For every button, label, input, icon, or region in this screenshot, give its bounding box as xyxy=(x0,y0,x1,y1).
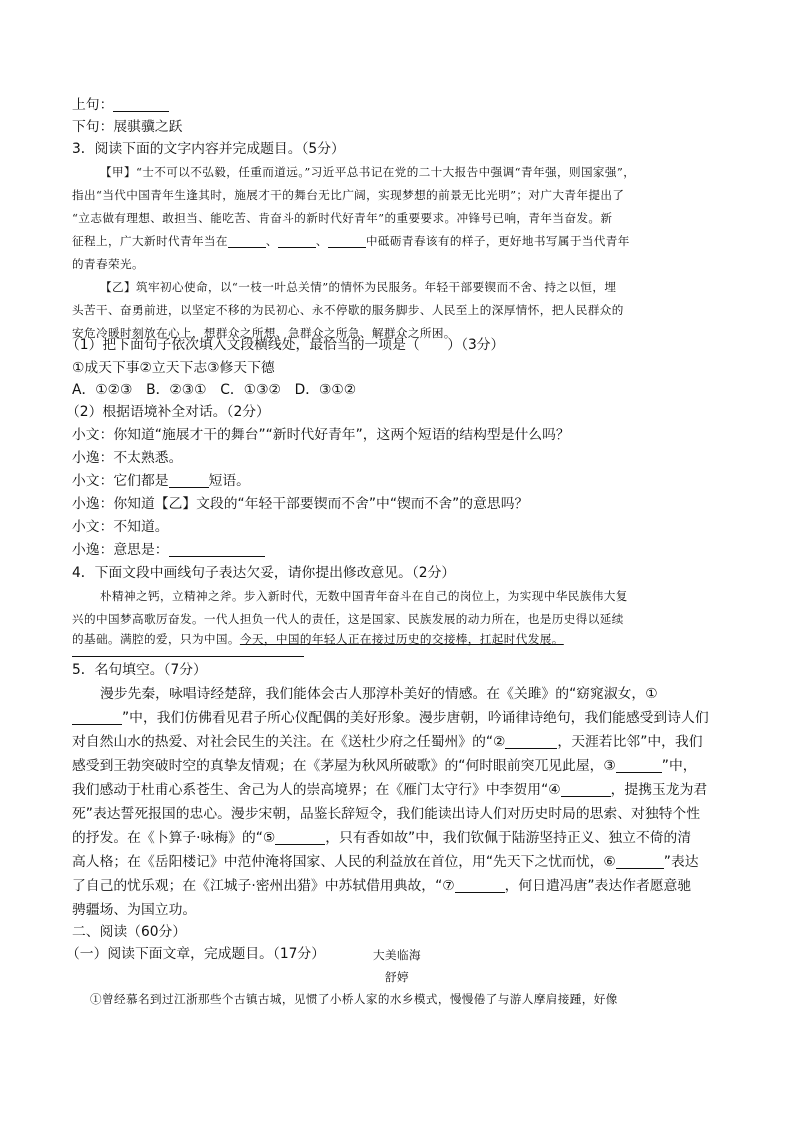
q5-line-3 xyxy=(72,731,703,753)
q5-line-5 xyxy=(72,779,707,801)
q4-line-3 xyxy=(72,628,564,650)
q3-heading: 3．阅读下面的文字内容并完成题目。（5分） xyxy=(72,141,345,157)
q5-line-7 xyxy=(72,827,691,849)
q5-line-6: 死”表达誓死报国的忠心。漫步宋朝，品鉴长辞短令，我们能读出诗人们对历史时局的思索、对独特个性 xyxy=(72,806,701,822)
q3-yi-line-1: 【乙】筑牢初心使命，以“一枝一叶总关情”的情怀为民服务。年轻干部要锲而不舍、持之以恒，埋 xyxy=(100,280,617,294)
q5-blank-5[interactable] xyxy=(275,830,325,845)
q3-jia-line-1: 【甲】“士不可以不弘毅，任重而道远。”习近平总书记在党的二十大报告中强调“青年强，则国家强”， xyxy=(100,165,636,179)
q4-line-1: 朴精神之钙，立精神之斧。步入新时代，无数中国青年奋斗在自己的岗位上，为实现中华民族伟大复 xyxy=(100,589,628,603)
q3-yi-line-2: 头苦干、奋勇前进，以坚定不移的为民初心、永不停歇的服务脚步、人民至上的深厚情怀，把人民群众的 xyxy=(72,303,624,317)
q3-jia-line-5: 的青春荣光。 xyxy=(72,257,144,271)
q3-yi-line-3: 安危冷暖时刻放在心上，想群众之所想、急群众之所急、解群众之所困。 xyxy=(72,326,456,340)
q5-line-4 xyxy=(72,755,697,777)
q5-line-8-text-b: ”表达 xyxy=(663,854,699,870)
q4-line-2: 兴的中国梦高歌厉奋发。一代人担负一代人的责任，这是国家、民族发展的动力所在，也是历史得以延续 xyxy=(72,612,624,626)
q3-jia-line-4-sep-2: 、 xyxy=(315,234,328,248)
q3-dialog-2: 小逸：不太熟悉。 xyxy=(72,450,183,466)
q3-dialog-1: 小文：你知道“施展才干的舞台”“新时代好青年”，这两个短语的结构型是什么吗？ xyxy=(72,427,570,443)
q5-line-10: 骋疆场、为国立功。 xyxy=(72,902,197,918)
q3-dialog-blank-2[interactable] xyxy=(169,542,265,557)
article-paragraph-1: ①曾经慕名到过江浙那些个古镇古城，见惯了小桥人家的水乡模式，慢慢倦了与游人摩肩接踵，好像 xyxy=(90,992,618,1006)
q2-lower-line: 下句：展骐骥之跃 xyxy=(72,119,183,135)
section2-heading: 二、阅读（60分） xyxy=(72,924,187,940)
q4-heading: 4．下面文段中画线句子表达欠妥，请你提出修改意见。（2分） xyxy=(72,565,456,581)
q3-jia-line-3: “立志做有理想、敢担当、能吃苦、肯奋斗的新时代好青年”的重要要求。冲锋号已响，青年当奋发。新 xyxy=(72,211,613,225)
q3-jia-line-4 xyxy=(72,230,630,252)
q3-sub1-items: ①成天下事②立天下志③修天下德 xyxy=(72,360,275,376)
q5-blank-1[interactable] xyxy=(72,710,122,725)
q5-blank-4[interactable] xyxy=(561,782,611,797)
q3-sub1-options[interactable]: A．①②③ B．②③① C．①③② D．③①② xyxy=(72,382,357,398)
article-title: 大美临海 xyxy=(373,948,421,962)
q2-upper-line xyxy=(72,94,169,116)
q3-dialog-4: 小逸：你知道【乙】文段的“年轻干部要锲而不舍”中“锲而不舍”的意思吗？ xyxy=(72,496,529,512)
q5-line-8 xyxy=(72,851,699,873)
q3-blank-2[interactable] xyxy=(278,233,316,248)
q3-jia-line-4-text-b: 中砥砺青春该有的样子，更好地书写属于当代青年 xyxy=(365,234,630,248)
q5-line-2 xyxy=(72,707,709,729)
q3-sub2: （2）根据语境补全对话。（2分） xyxy=(66,404,270,420)
q5-line-3-text-a: 对自然山水的热爱、对社会民生的关注。在《送杜少府之任蜀州》的“② xyxy=(72,734,506,750)
q5-line-5-text-b: ，提携玉龙为君 xyxy=(610,782,708,798)
q5-line-5-text-a: 我们感动于杜甫心系苍生、舍己为人的崇高境界；在《雁门太守行》中李贺用“④ xyxy=(72,782,561,798)
q4-line-3-plain: 的基础。满腔的爱，只为中国。 xyxy=(72,632,240,646)
q5-line-4-text-b: ”中， xyxy=(661,758,697,774)
q3-jia-line-2: 指出“当代中国青年生逢其时，施展才干的舞台无比广阔，实现梦想的前景无比光明”；对广大青年提出了 xyxy=(72,188,625,202)
q3-dialog-3-text-a: 小文：它们都是 xyxy=(72,473,169,489)
q5-blank-6[interactable] xyxy=(616,854,664,869)
q3-dialog-blank-1[interactable] xyxy=(169,473,209,488)
q2-upper-blank[interactable] xyxy=(113,97,169,112)
q5-line-9-text-a: 了自己的忧乐观；在《江城子·密州出猎》中苏轼借用典故，“⑦ xyxy=(72,878,455,894)
q3-dialog-6-text: 小逸：意思是： xyxy=(72,542,169,558)
q5-line-9 xyxy=(72,875,691,897)
q5-line-3-text-b: ，天涯若比邻”中，我们 xyxy=(557,734,703,750)
q2-upper-label: 上句： xyxy=(72,97,114,113)
q3-dialog-3 xyxy=(72,470,250,492)
q5-line-8-text-a: 高人格；在《岳阳楼记》中范仲淹将国家、人民的利益放在首位，用“先天下之忧而忧，⑥ xyxy=(72,854,616,870)
q5-line-2-text: ”中，我们仿佛看见君子所心仪配偶的美好形象。漫步唐朝，吟诵律诗绝句，我们能感受到诗人们 xyxy=(122,710,709,726)
q4-answer-line[interactable] xyxy=(72,656,304,657)
q5-line-9-text-b: ，何日遣冯唐”表达作者愿意驰 xyxy=(504,878,692,894)
q3-dialog-6 xyxy=(72,539,265,561)
q3-jia-line-4-sep-1: 、 xyxy=(265,234,278,248)
q5-blank-3[interactable] xyxy=(616,758,662,773)
article-author: 舒婷 xyxy=(385,970,409,984)
q3-dialog-5: 小文：不知道。 xyxy=(72,519,169,535)
q3-sub1: （1）把下面句子依次填入文段横线处，最恰当的一项是（ ）（3分） xyxy=(66,337,505,353)
q5-line-1: 漫步先秦，咏唱诗经楚辞，我们能体会古人那淳朴美好的情感。在《关雎》的“窈窕淑女，① xyxy=(100,686,658,702)
q5-line-4-text-a: 感受到王勃突破时空的真挚友情观；在《茅屋为秋风所破歌》的“何时眼前突兀见此屋，③ xyxy=(72,758,616,774)
q3-blank-1[interactable] xyxy=(228,233,266,248)
q5-line-7-text-b: ，只有香如故”中，我们钦佩于陆游坚持正义、独立不倚的清 xyxy=(325,830,692,846)
q5-heading: 5．名句填空。（7分） xyxy=(72,662,207,678)
q3-jia-line-4-text-a: 征程上，广大新时代青年当在 xyxy=(72,234,228,248)
q3-blank-3[interactable] xyxy=(328,233,366,248)
q5-blank-7[interactable] xyxy=(455,878,505,893)
q5-line-7-text-a: 的抒发。在《卜算子·咏梅》的“⑤ xyxy=(72,830,276,846)
q3-dialog-3-text-b: 短语。 xyxy=(208,473,250,489)
q5-blank-2[interactable] xyxy=(505,734,557,749)
section2-subheading: （一）阅读下面文章，完成题目。（17分） xyxy=(66,946,325,962)
q4-underlined-sentence: 今天，中国的年轻人正在接过历史的交接棒，扛起时代发展。 xyxy=(239,632,564,646)
